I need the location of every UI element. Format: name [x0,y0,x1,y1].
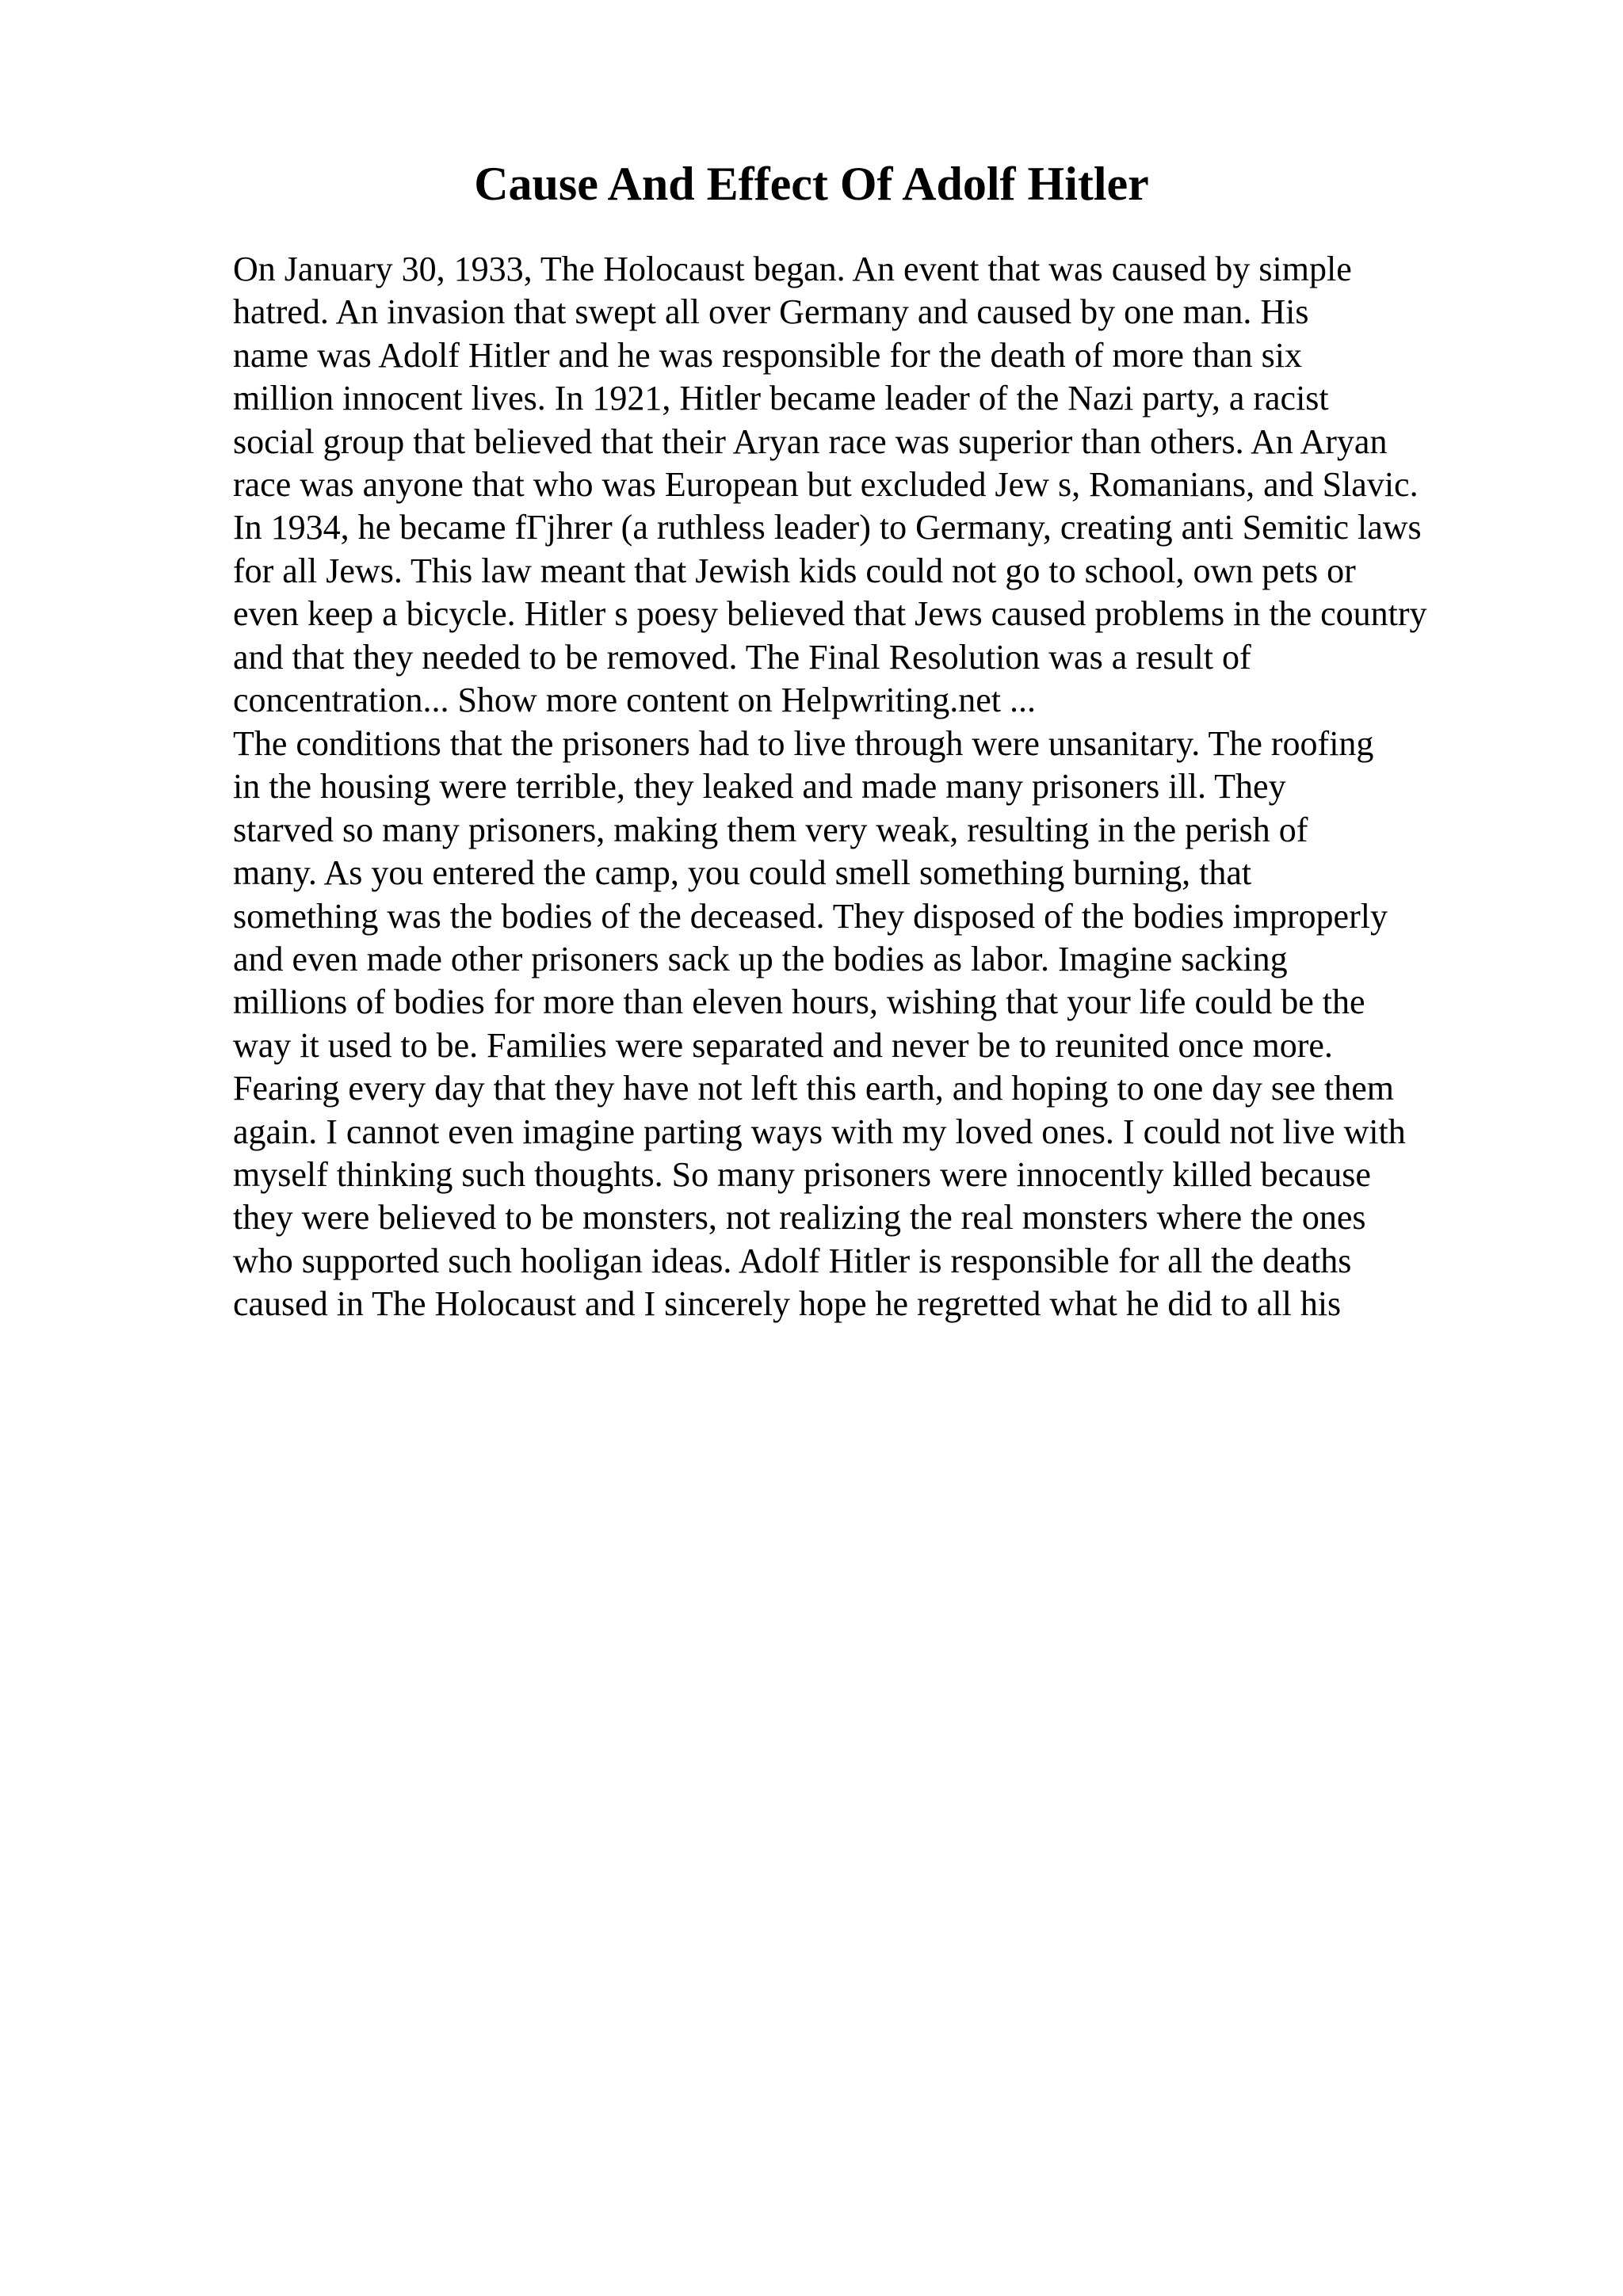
text-line: race was anyone that who was European but excluded Jew s, Romanians, and Slavic. [233,464,1419,504]
text-line: caused in The Holocaust and I sincerely hope he regretted what he did to all his [233,1284,1342,1324]
text-line: The conditions that the prisoners had to live through were unsanitary. The roofing [233,724,1374,763]
text-line: in the housing were terrible, they leaked and made many prisoners ill. They [233,767,1286,807]
document-title: Cause And Effect Of Adolf Hitler [474,158,1149,210]
text-line: for all Jews. This law meant that Jewish kids could not go to school, own pets or [233,551,1356,590]
text-line: concentration... Show more content on Helpwriting.net ... [233,680,1036,719]
text-line: On January 30, 1933, The Holocaust began. An event that was caused by simple [233,250,1352,288]
text-line: social group that believed that their Aryan race was superior than others. An Aryan [233,421,1388,461]
text-line: myself thinking such thoughts. So many prisoners were innocently killed because [233,1154,1371,1194]
paragraph-2 [233,723,1541,1325]
text-line: many. As you entered the camp, you could smell something burning, that [233,853,1252,893]
paragraph-1 [233,248,1541,722]
text-line: hatred. An invasion that swept all over Germany and caused by one man. His [233,292,1309,332]
text-line: who supported such hooligan ideas. Adolf Hitler is responsible for all the deaths [233,1241,1352,1280]
text-line: even keep a bicycle. Hitler s poesy believed that Jews caused problems in the country [233,594,1427,634]
text-line: millions of bodies for more than eleven hours, wishing that your life could be the [233,982,1365,1022]
text-line: something was the bodies of the deceased. They disposed of the bodies improperly [233,896,1388,936]
text-line: again. I cannot even imagine parting ways with my loved ones. I could not live with [233,1112,1406,1151]
text-line: and that they needed to be removed. The Final Resolution was a result of [233,637,1251,677]
text-line: way it used to be. Families were separated and never be to reunited once more. [233,1025,1333,1065]
text-line: name was Adolf Hitler and he was responsible for the death of more than six [233,335,1302,375]
text-line: starved so many prisoners, making them very weak, resulting in the perish of [233,810,1308,849]
text-line: they were believed to be monsters, not realizing the real monsters where the ones [233,1198,1366,1238]
text-line: and even made other prisoners sack up the bodies as labor. Imagine sacking [233,939,1288,978]
text-line: Fearing every day that they have not left this earth, and hoping to one day see them [233,1069,1394,1108]
text-line: In 1934, he became fГjhrer (a ruthless leader) to Germany, creating anti Semitic laws [233,508,1422,547]
text-line: million innocent lives. In 1921, Hitler became leader of the Nazi party, a racist [233,379,1329,418]
